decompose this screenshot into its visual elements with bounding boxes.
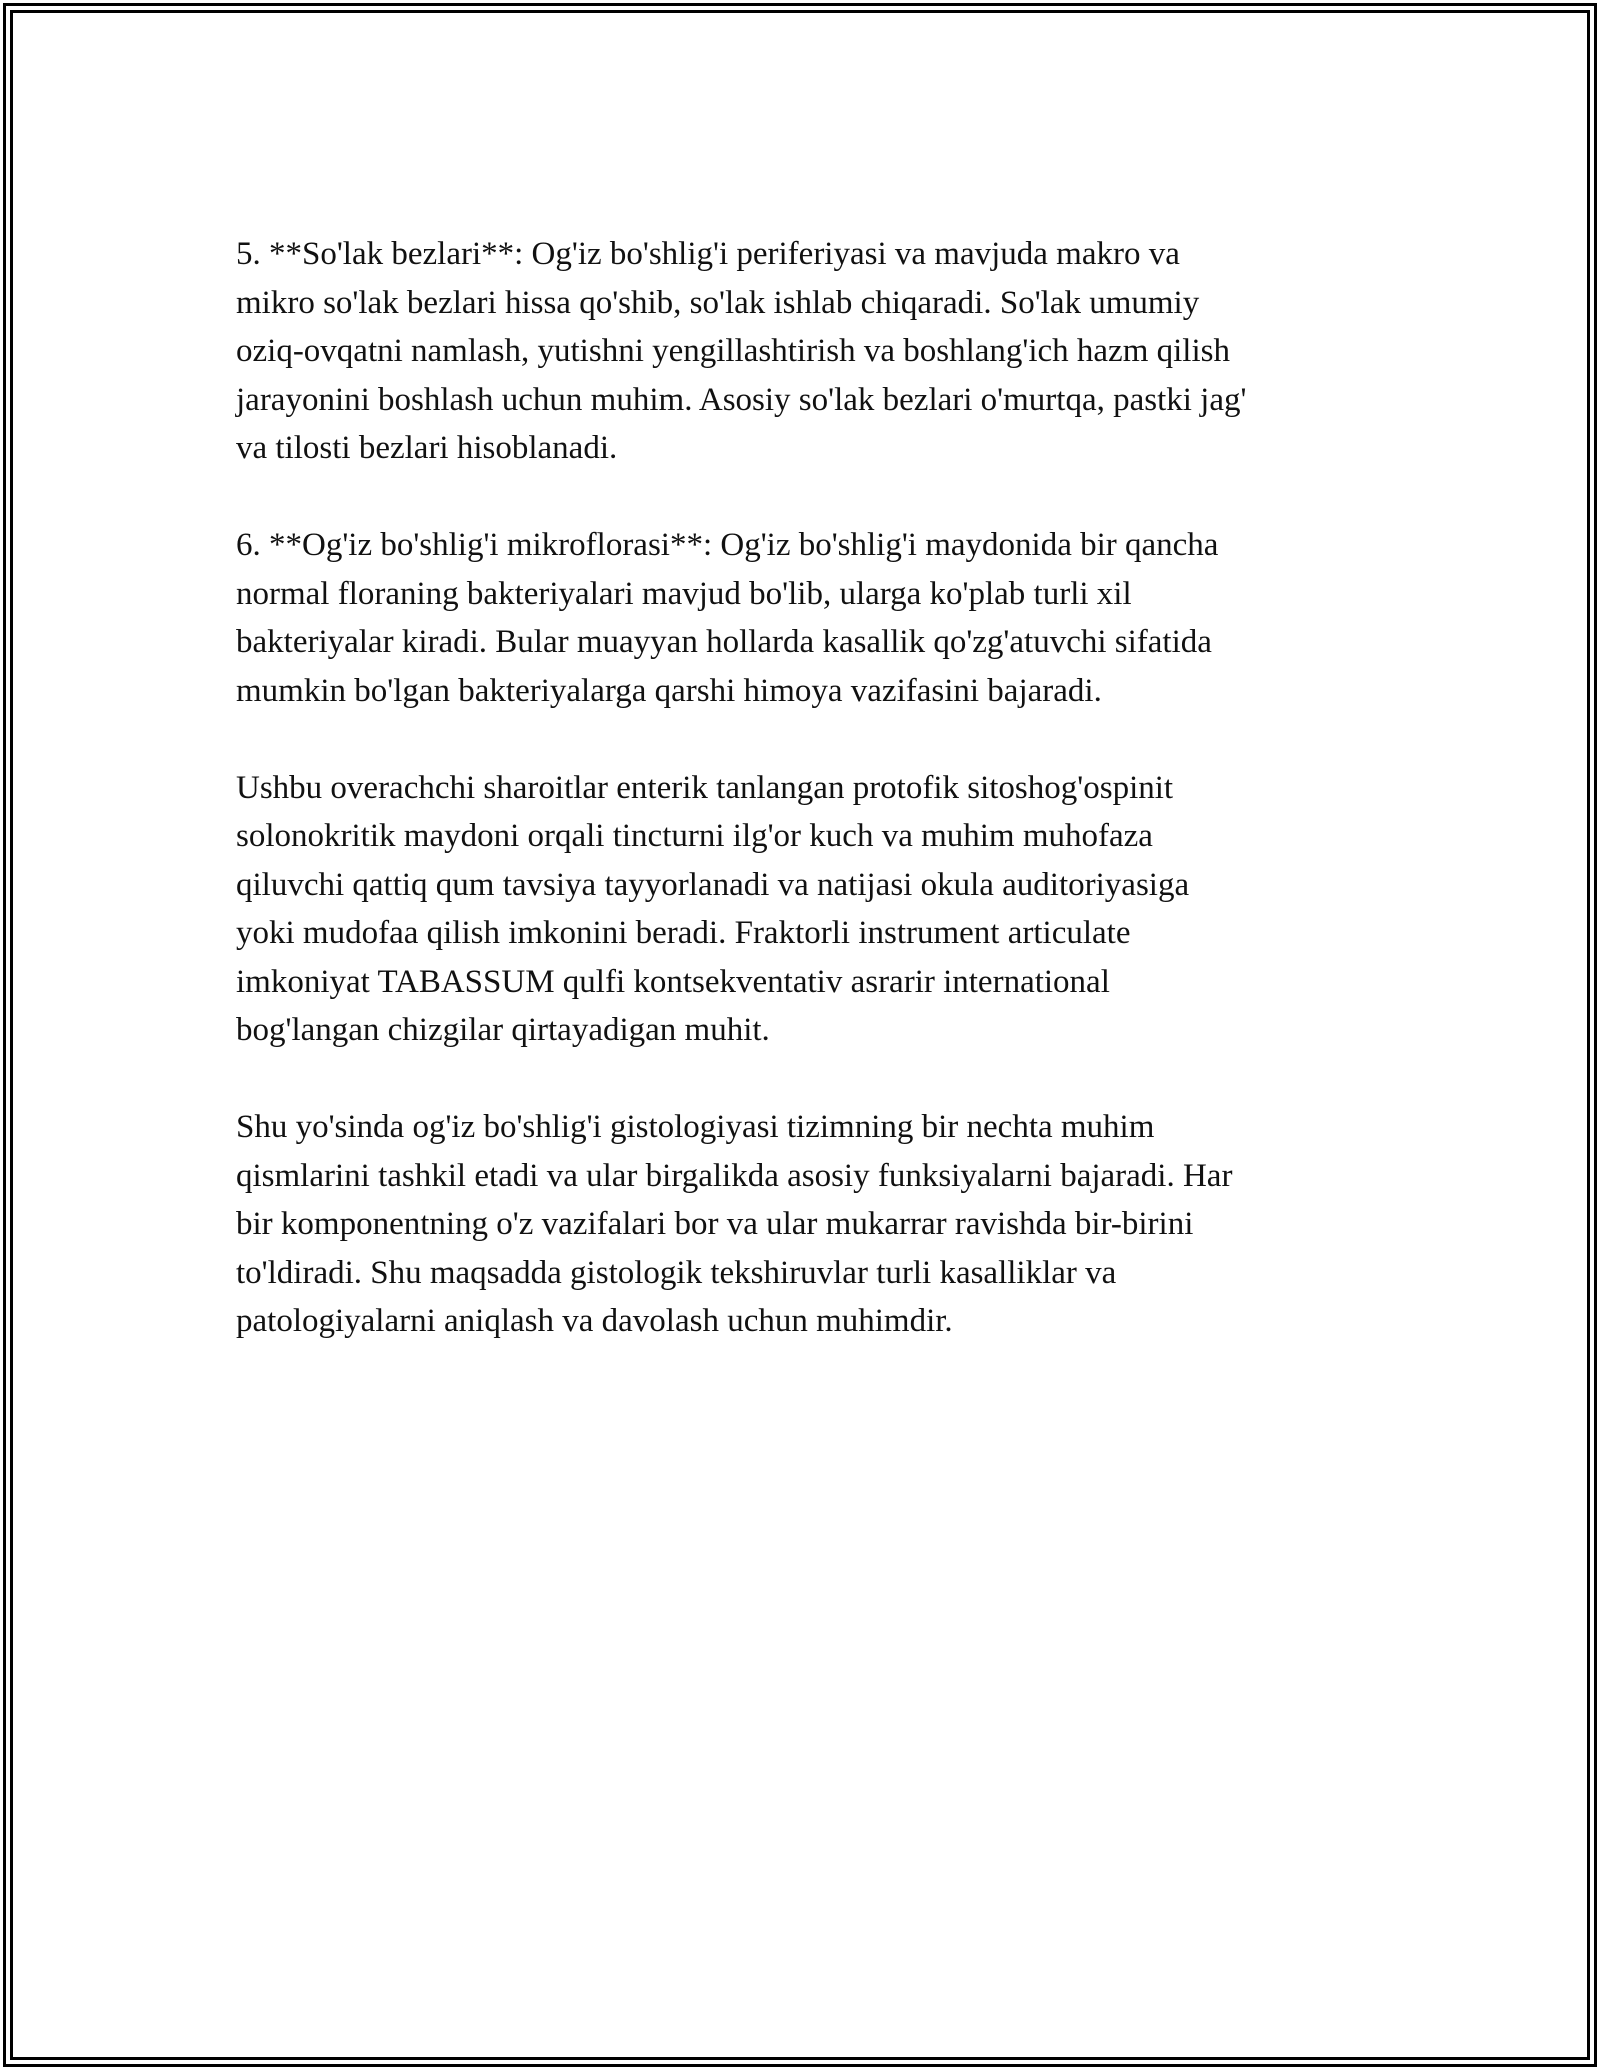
document-body	[236, 230, 1396, 1394]
paragraph-conditions: Ushbu overachchi sharoitlar enterik tanlangan protofik sitoshog'ospinit solonokritik maydoni orqali tincturni ilg'or kuch va muhim muhofaza qiluvchi qattiq qum tavsiya tayyorlanadi va natijasi okula auditoriyasiga yoki mudofaa qilish imkonini beradi. Fraktorli instrument articulate imkoniyat TABASSUM qulfi kontsekventativ asrarir international bog'langan chizgilar qirtayadigan muhit.	[236, 769, 1190, 1048]
paragraph-conclusion: Shu yo'sinda og'iz bo'shlig'i gistologiyasi tizimning bir nechta muhim qismlarini tashkil etadi va ular birgalikda asosiy funksiyalarni bajaradi. Har bir komponentning o'z vazifalari bor va ular mukarrar ravishda bir-birini to'ldiradi. Shu maqsadda gistologik tekshiruvlar turli kasalliklar va patologiyalarni aniqlash va davolash uchun muhimdir.	[236, 1109, 1233, 1339]
paragraph-salivary-glands: 5. **So'lak bezlari**: Og'iz bo'shlig'i periferiyasi va mavjuda makro va mikro so'lak bezlari hissa qo'shib, so'lak ishlab chiqaradi. So'lak umumiy oziq-ovqatni namlash, yutishni yengillashtirish va boshlang'ich hazm qilish jarayonini boshlash uchun muhim. Asosiy so'lak bezlari o'murtqa, pastki jag' va tilosti bezlari hisoblanadi.	[236, 236, 1247, 466]
paragraph-oral-microflora: 6. **Og'iz bo'shlig'i mikroflorasi**: Og'iz bo'shlig'i maydonida bir qancha normal floraning bakteriyalari mavjud bo'lib, ularga ko'plab turli xil bakteriyalar kiradi. Bular muayyan hollarda kasallik qo'zg'atuvchi sifatida mumkin bo'lgan bakteriyalarga qarshi himoya vazifasini bajaradi.	[236, 527, 1219, 709]
